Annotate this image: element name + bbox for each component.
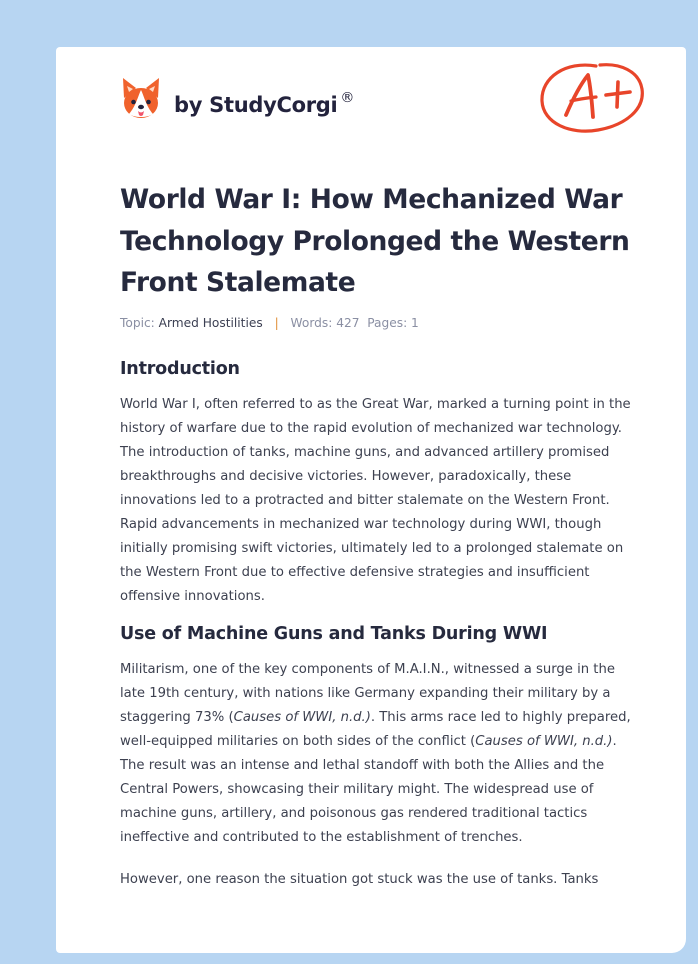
article-meta [120, 316, 634, 330]
registered-mark: ® [340, 90, 355, 106]
section-heading-introduction: Introduction [120, 358, 240, 379]
topic-label: Topic: [120, 315, 155, 330]
document-page [56, 47, 686, 953]
article [120, 179, 634, 892]
citation: Causes of WWI, n.d.) [233, 709, 371, 725]
citation: Causes of WWI, n.d.) [475, 733, 613, 749]
topic-link[interactable]: Armed Hostilities [158, 315, 263, 330]
brand-name[interactable] [174, 90, 355, 117]
word-count: Words: 427 [290, 315, 360, 330]
tanks-paragraph: However, one reason the situation got stuck was the use of tanks. Tanks [120, 871, 599, 887]
page-count: Pages: 1 [367, 315, 419, 330]
meta-separator: | [274, 315, 279, 330]
paragraph-text: Militarism, one of the key components of M.A.I.N., witnessed a surge in the late 19th century, with nations like Germany expanding their military by a staggering 73% ( [120, 661, 615, 725]
brand-text: by StudyCorgi [174, 93, 338, 117]
corgi-logo-icon [121, 76, 161, 120]
paragraph-text: . This arms race led to highly prepared, well-equipped militaries on both sides of the conflict ( [120, 709, 631, 749]
a-plus-grade-icon [536, 57, 648, 139]
intro-paragraph: World War I, often referred to as the Great War, marked a turning point in the history of warfare due to the rapid evolution of mechanized war technology. The introduction of tanks, machine guns, and advanced artillery promised breakthroughs and decisive victories. However, paradoxically, these innovations led to a protracted and bitter stalemate on the Western Front. Rapid advancements in mechanized war technology during WWI, though initially promising swift victories, ultimately led to a prolonged stalemate on the Western Front due to effective defensive strategies and insufficient offensive innovations. [120, 396, 631, 604]
header [56, 47, 686, 167]
section-heading-machine-guns: Use of Machine Guns and Tanks During WWI [120, 623, 548, 644]
page-title: World War I: How Mechanized War Technology Prolonged the Western Front Stalemate [120, 184, 630, 298]
machine-guns-paragraph [120, 658, 634, 850]
paragraph-text: . The result was an intense and lethal standoff with both the Allies and the Central Powers, showcasing their military might. The widespread use of machine guns, artillery, and poisonous gas rendered traditional tactics ineffective and contributed to the establishment of trenches. [120, 733, 617, 845]
